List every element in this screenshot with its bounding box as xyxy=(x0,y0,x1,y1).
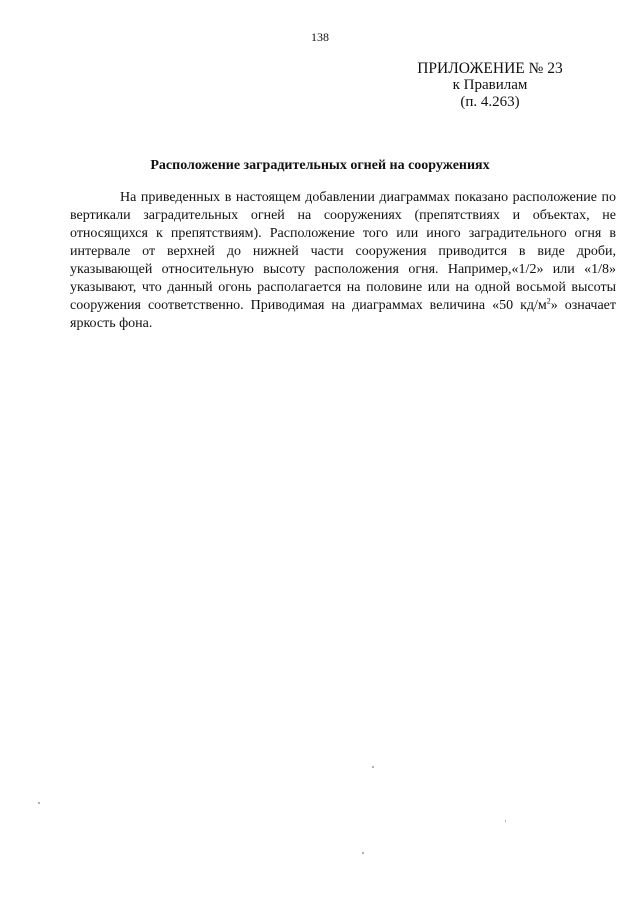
annex-title: ПРИЛОЖЕНИЕ № 23 xyxy=(417,60,563,77)
page-number: 138 xyxy=(311,30,329,44)
paragraph-superscript: 2 xyxy=(546,296,551,306)
scan-speck xyxy=(505,820,506,822)
scan-speck xyxy=(362,852,364,854)
annex-header xyxy=(395,60,585,111)
body-paragraph xyxy=(70,189,616,333)
paragraph-text-part2: » означает яркость фона. xyxy=(70,298,617,331)
scan-speck xyxy=(372,766,374,768)
scan-speck xyxy=(38,802,40,804)
paragraph-text-part1: На приведенных в настоящем добавлении диаграммах показано расположение по вертикали заградительных огней на сооружениях (препятствиях и объектах, не относящихся к препятствиям). Расположение того или иного заградительного огня в интервале от верхней до нижней части сооружения приводится в виде дроби, указывающей относительную высоту расположения огня. Например,«1/2» или «1/8» указывают, что данный огонь располагается на половине или на одной восьмой высоты сооружения соответственно. Приводимая на диаграммах величина «50 кд/м xyxy=(70,190,616,313)
annex-clause-reference: (п. 4.263) xyxy=(460,94,520,110)
document-title: Расположение заградительных огней на сооружениях xyxy=(150,158,490,173)
annex-rules-reference: к Правилам xyxy=(452,77,528,93)
